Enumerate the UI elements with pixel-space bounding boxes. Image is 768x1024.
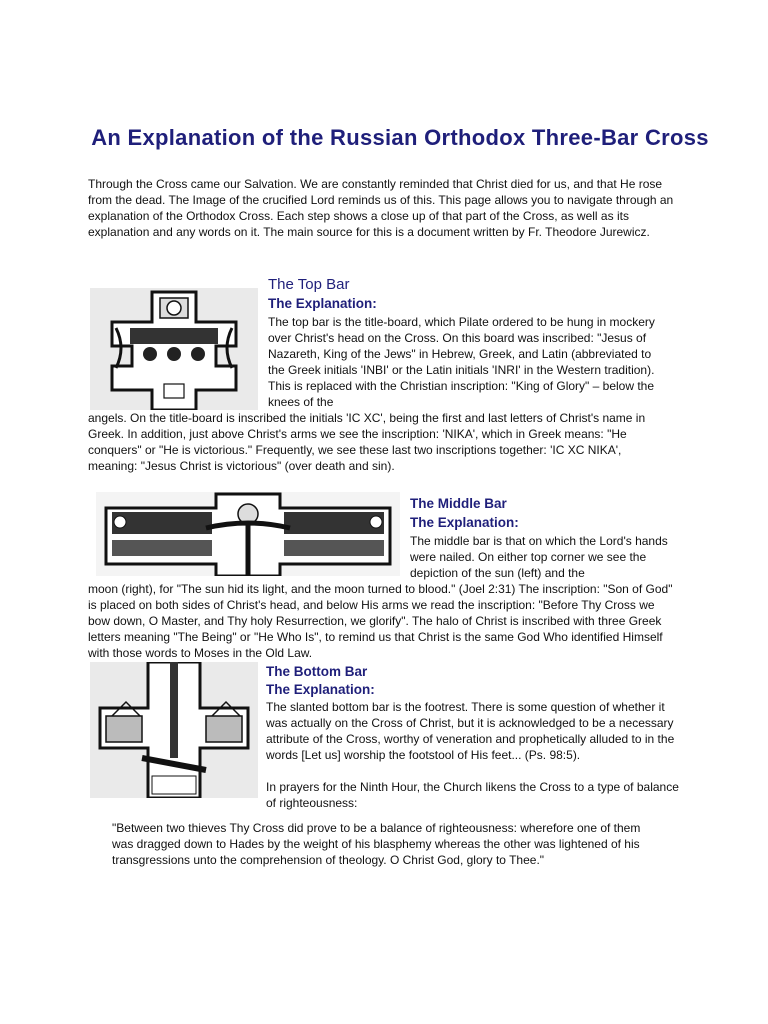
bottom-bar-text-side: The slanted bottom bar is the footrest. There is some question of whether it was actually on the Cross of Christ, but it is acknowledged to be a necessary attribute of the Cross, worthy of veneration and prophetically alluded to in the words [Let us] worship the footstool of His feet... (Ps. 98:5). — [266, 700, 675, 762]
section-subheading-top-bar: The Explanation: — [268, 296, 377, 311]
section-heading-bottom-bar: The Bottom Bar — [266, 664, 368, 679]
page-title: An Explanation of the Russian Orthodox Three-Bar Cross — [91, 125, 709, 150]
top-bar-text-side: The top bar is the title-board, which Pilate ordered to be hung in mockery over Christ's head on the Cross. On this board was inscribed: "Jesus of Nazareth, King of the Jews" in Hebrew, Greek, and Latin (abbreviated to the Greek initials 'INBI' or the Latin initials 'INRI' in the Western tradition). This is replaced with the Christian inscription: "King of Glory" – below the knees of the — [268, 315, 655, 409]
middle-bar-text-side: The middle bar is that on which the Lord's hands were nailed. On either top corner we see the depiction of the sun (left) and the — [410, 534, 668, 580]
intro-paragraph: Through the Cross came our Salvation. We are constantly reminded that Christ died for us, and that He rose from the dead. The Image of the crucified Lord reminds us of this. This page allows you to navigate through an explanation of the Orthodox Cross. Each step shows a close up of that part of the Cross, as well as its explanation and any words on it. The main source for this is a document written by Fr. Theodore Jurewicz. — [88, 177, 674, 239]
bottom-bar-cross-image — [90, 662, 258, 798]
section-subheading-middle-bar: The Explanation: — [410, 515, 519, 530]
middle-bar-cross-image — [96, 492, 400, 576]
middle-bar-text-full: moon (right), for "The sun hid its light, and the moon turned to blood." (Joel 2:31) The inscription: "Son of God" is placed on both sides of Christ's head, and below His arms we read the inscription: "Before Thy Cross we bow down, O Master, and Thy holy Resurrection, we glorify". The halo of Christ is inscribed with three Greek letters meaning "The Being" or "He Who Is", to remind us that Christ is the same God Who identified Himself with those words to Moses in the Old Law. — [88, 582, 673, 660]
prayer-quote: "Between two thieves Thy Cross did prove to be a balance of righteousness: wherefore one of them was dragged down to Hades by the weight of his blasphemy whereas the other was lightened of his transgressions unto the comprehension of theology. O Christ God, glory to Thee." — [112, 821, 641, 867]
top-bar-text-full: angels. On the title-board is inscribed the initials 'IC XC', being the first and last letters of Christ's name in Greek. In addition, just above Christ's arms we see the inscription: 'NIKA', which in Greek means: "He conquers" or "He is victorious." Frequently, we see these last two inscriptions together: 'IC XC NIKA', meaning: "Jesus Christ is victorious" (over death and sin). — [88, 411, 646, 473]
section-subheading-bottom-bar: The Explanation: — [266, 682, 375, 697]
section-heading-middle-bar: The Middle Bar — [410, 496, 507, 511]
bottom-bar-text-side2: In prayers for the Ninth Hour, the Church likens the Cross to a type of balance of righteousness: — [266, 780, 679, 810]
section-heading-top-bar: The Top Bar — [268, 276, 350, 293]
top-bar-cross-image — [90, 288, 258, 410]
